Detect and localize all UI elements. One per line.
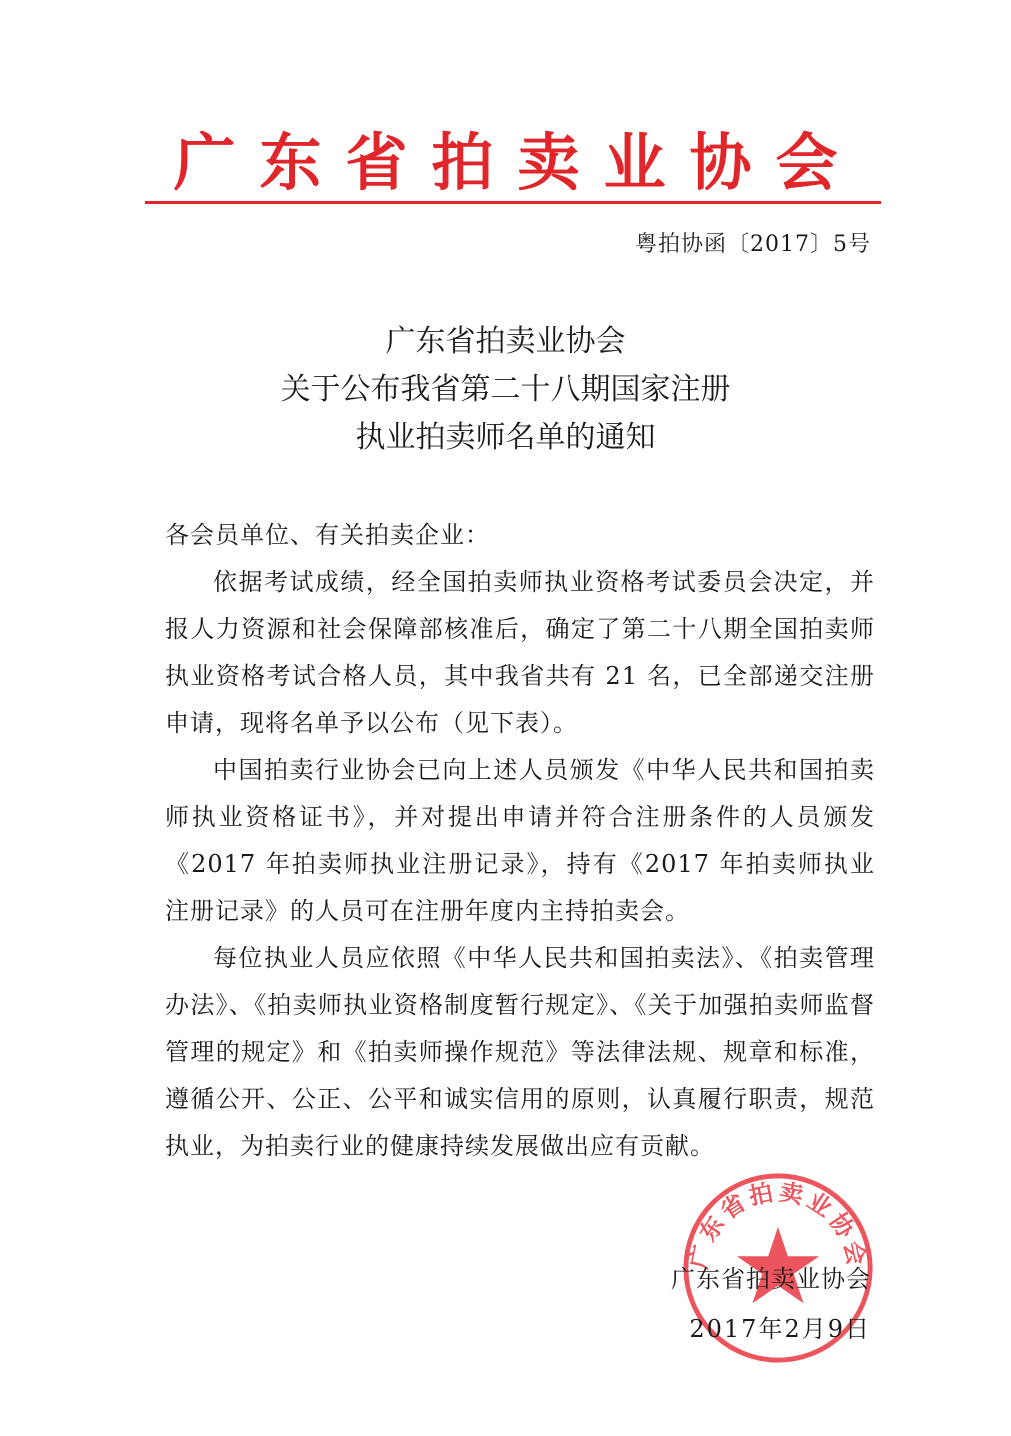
title-line-2: 关于公布我省第二十八期国家注册 [280,372,731,407]
body-paragraph-2: 中国拍卖行业协会已向上述人员颁发《中华人民共和国拍卖师执业资格证书》，并对提出申请并符合注册条件的人员颁发《2017 年拍卖师执业注册记录》，持有《2017 年拍卖师执业注册记录》的人员可在注册年度内主持拍卖会。 [165,756,875,925]
letterhead-title: 广东省拍卖业协会 [173,126,862,199]
signature-date: 2017年2月9日 [689,1315,871,1343]
letterhead-divider [145,201,881,204]
body-paragraph-3: 每位执业人员应依照《中华人民共和国拍卖法》、《拍卖管理办法》、《拍卖师执业资格制度暂行规定》、《关于加强拍卖师监督管理的规定》和《拍卖师操作规范》等法律法规、规章和标准，遵循公开、公正、公平和诚实信用的原则，认真履行职责，规范执业，为拍卖行业的健康持续发展做出应有贡献。 [165,944,875,1160]
document-number: 粤拍协函〔2017〕5号 [635,232,871,257]
notice-title [0,318,1011,462]
signature-block [671,1254,871,1354]
body-paragraph-1: 依据考试成绩，经全国拍卖师执业资格考试委员会决定，并报人力资源和社会保障部核准后，确定了第二十八期全国拍卖师执业资格考试合格人员，其中我省共有 21 名，已全部递交注册申请，现将名单予以公布（见下表）。 [165,568,875,737]
title-line-1: 广东省拍卖业协会 [385,324,626,359]
signature-organization: 广东省拍卖业协会 [671,1265,871,1293]
salutation: 各会员单位、有关拍卖企业： [165,521,490,549]
title-line-3: 执业拍卖师名单的通知 [355,420,656,455]
svg-text:广东省拍卖业协会: 广东省拍卖业协会 [684,1177,872,1272]
notice-body [165,512,875,1170]
